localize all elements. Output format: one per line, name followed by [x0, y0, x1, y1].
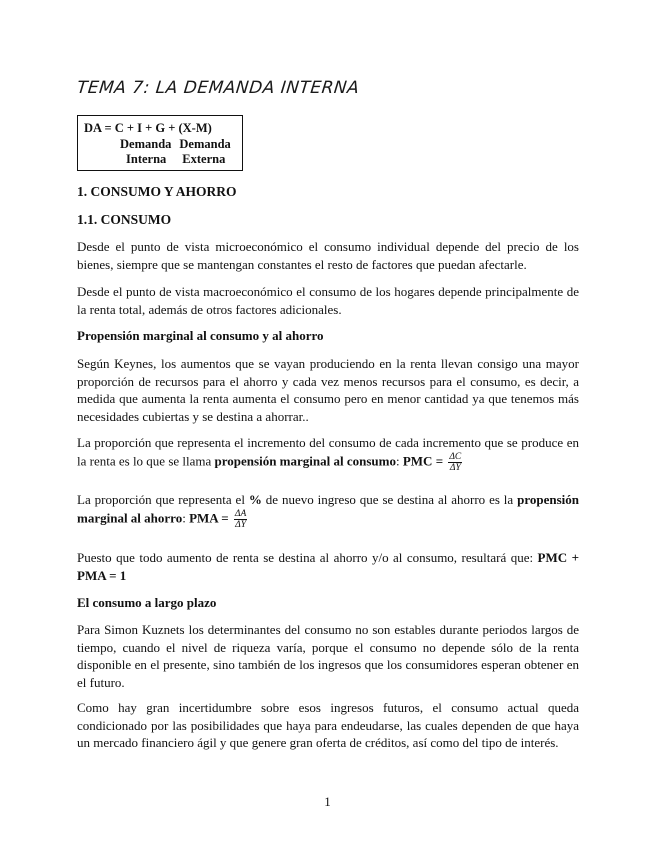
pma-fraction: [234, 509, 247, 530]
label-demanda-externa: Demanda: [179, 136, 231, 151]
pma-text-mid: de nuevo ingreso que se destina al ahorro es la: [261, 492, 518, 507]
pma-text: La proporción que representa el: [77, 492, 249, 507]
identity-text: Puesto que todo aumento de renta se destina al ahorro y/o al consumo, resultará que:: [77, 550, 538, 565]
heading-propension: Propensión marginal al consumo y al ahorro: [77, 328, 324, 343]
pmc-colon: :: [395, 452, 403, 468]
pmc-text: La proporción que representa el incremento del consumo de cada incremento que se produce en la renta es lo que se llama: [77, 435, 579, 468]
pmc-denominator: ΔY: [449, 462, 461, 473]
pma-formula: PMA =: [189, 509, 232, 525]
heading-largo-plazo: El consumo a largo plazo: [77, 595, 217, 610]
pma-percent: %: [248, 492, 262, 507]
label-interna: Interna: [126, 152, 167, 166]
paragraph-micro: Desde el punto de vista microeconómico el consumo individual depende del precio de los bienes, siempre que se mantengan constantes el resto de factores que puedan afectarle.: [77, 239, 579, 272]
document-title: TEMA 7: LA DEMANDA INTERNA: [75, 78, 361, 98]
subsection-heading-consumo: 1.1. CONSUMO: [77, 212, 172, 227]
formula-row-type: [84, 152, 236, 168]
label-demanda-interna: Demanda: [120, 136, 172, 151]
section-heading-consumo-ahorro: 1. CONSUMO Y AHORRO: [77, 184, 237, 199]
paragraph-keynes: Según Keynes, los aumentos que se vayan produciendo en la renta llevan consigo una mayor proporción de recursos para el ahorro y cada vez menos recursos para el consumo, es decir, a medida que aumenta la renta aumenta el consumo pero en menor cantidad ya que tenemos más necesidades cubiertas y se destina a ahorrar..: [77, 356, 579, 424]
pma-numerator: ΔA: [234, 508, 247, 519]
page-number: 1: [324, 794, 331, 809]
pma-colon: :: [182, 509, 190, 525]
pmc-term: propensión marginal al consumo: [214, 452, 396, 468]
identity-formula: PMC + PMA = 1: [77, 550, 579, 583]
paragraph-macro: Desde el punto de vista macroeconómico el consumo de los hogares depende principalmente de la renta total, además de otros factores adicionales.: [77, 284, 579, 317]
label-externa: Externa: [182, 152, 226, 166]
pmc-formula: PMC =: [402, 452, 447, 468]
paragraph-pmc: [77, 434, 579, 473]
pmc-numerator: ΔC: [449, 451, 462, 462]
formula-row-demanda: [84, 137, 236, 153]
pmc-fraction: [448, 452, 462, 473]
pma-term: propensión marginal al ahorro: [77, 492, 579, 525]
pma-denominator: ΔY: [235, 519, 246, 530]
formula-box: [77, 115, 243, 171]
paragraph-identity: [77, 549, 579, 584]
paragraph-incertidumbre: Como hay gran incertidumbre sobre esos ingresos futuros, el consumo actual queda condicionado por las posibilidades que haya para endeudarse, las cuales dependen de que haya un mercado financiero ágil y que genere gran oferta de créditos, así como del tipo de interés.: [77, 700, 579, 750]
formula-line: DA = C + I + G + (X-M): [84, 121, 212, 135]
paragraph-pma: [77, 491, 579, 530]
paragraph-kuznets: Para Simon Kuznets los determinantes del consumo no son estables durante periodos largos de tiempo, cuando el nivel de riqueza varía, porque el consumo no depende sólo de la renta disponible en el presente, sino también de los ingresos que los consumidores esperan obtener en el futuro.: [77, 622, 579, 690]
